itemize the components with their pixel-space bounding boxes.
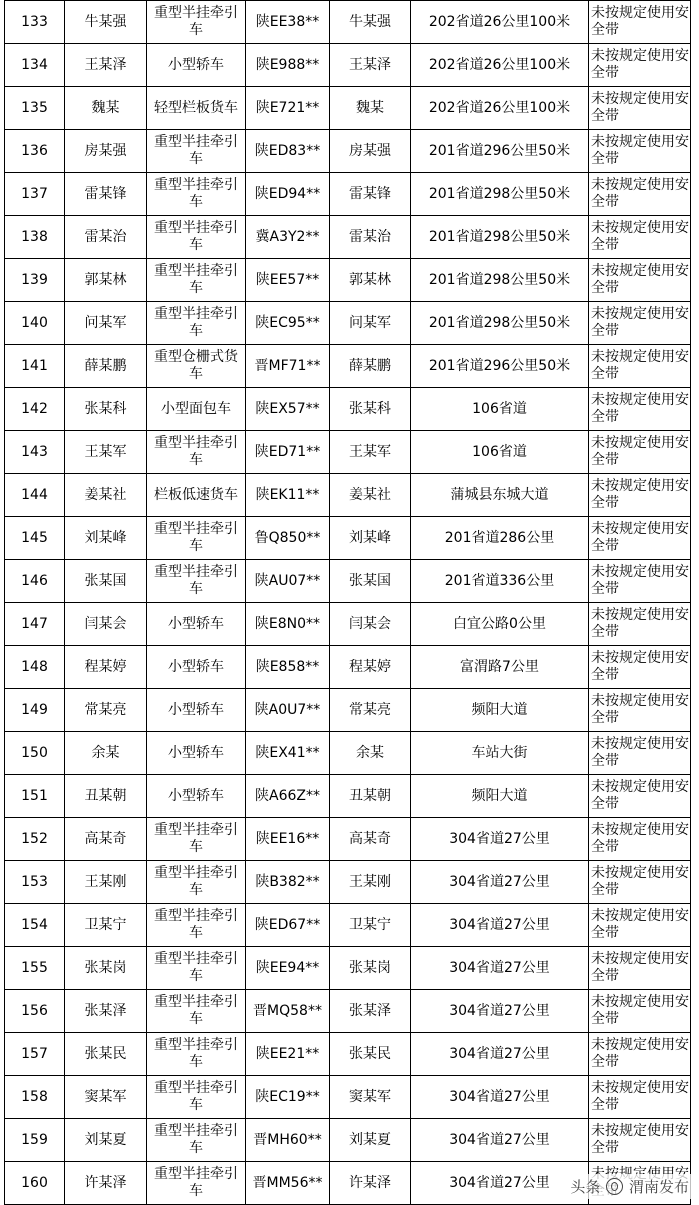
- cell-driver: 高某奇: [330, 818, 411, 861]
- cell-record-number: 158: [5, 1076, 65, 1119]
- cell-driver: 卫某宁: [330, 904, 411, 947]
- cell-record-number: 140: [5, 302, 65, 345]
- cell-plate-number: 陕E988**: [246, 44, 330, 87]
- cell-record-number: 150: [5, 732, 65, 775]
- cell-driver: 雷某治: [330, 216, 411, 259]
- cell-driver: 余某: [330, 732, 411, 775]
- cell-plate-number: 陕EX57**: [246, 388, 330, 431]
- cell-location: 202省道26公里100米: [411, 44, 589, 87]
- cell-name: 王某军: [65, 431, 147, 474]
- cell-vehicle-type: 小型面包车: [147, 388, 246, 431]
- cell-driver: 刘某夏: [330, 1119, 411, 1162]
- cell-vehicle-type: 重型半挂牵引车: [147, 1033, 246, 1076]
- records-table-body: [5, 1, 691, 1205]
- cell-location: 白宜公路0公里: [411, 603, 589, 646]
- cell-name: 张某民: [65, 1033, 147, 1076]
- cell-name: 魏某: [65, 87, 147, 130]
- table-row: [5, 216, 691, 259]
- table-row: [5, 560, 691, 603]
- cell-vehicle-type: 重型半挂牵引车: [147, 130, 246, 173]
- cell-plate-number: 陕EE16**: [246, 818, 330, 861]
- cell-driver: 张某岗: [330, 947, 411, 990]
- cell-violation: 未按规定使用安全带: [589, 474, 691, 517]
- cell-record-number: 136: [5, 130, 65, 173]
- cell-violation: 未按规定使用安全带: [589, 603, 691, 646]
- cell-violation: 未按规定使用安全带: [589, 904, 691, 947]
- cell-driver: 牛某强: [330, 1, 411, 44]
- table-row: [5, 345, 691, 388]
- cell-record-number: 139: [5, 259, 65, 302]
- cell-plate-number: 陕ED83**: [246, 130, 330, 173]
- cell-plate-number: 晋MQ58**: [246, 990, 330, 1033]
- cell-location: 304省道27公里: [411, 1162, 589, 1205]
- cell-record-number: 141: [5, 345, 65, 388]
- cell-plate-number: 陕EC95**: [246, 302, 330, 345]
- cell-name: 房某强: [65, 130, 147, 173]
- cell-plate-number: 晋MM56**: [246, 1162, 330, 1205]
- table-row: [5, 517, 691, 560]
- cell-location: 201省道286公里: [411, 517, 589, 560]
- cell-vehicle-type: 小型轿车: [147, 689, 246, 732]
- cell-violation: 未按规定使用安全带: [589, 861, 691, 904]
- cell-location: 蒲城县东城大道: [411, 474, 589, 517]
- cell-location: 304省道27公里: [411, 1033, 589, 1076]
- cell-violation: 未按规定使用安全带: [589, 130, 691, 173]
- cell-name: 问某军: [65, 302, 147, 345]
- cell-violation: 未按规定使用安全带: [589, 1033, 691, 1076]
- cell-driver: 薛某鹏: [330, 345, 411, 388]
- cell-location: 富渭路7公里: [411, 646, 589, 689]
- cell-location: 106省道: [411, 388, 589, 431]
- cell-vehicle-type: 小型轿车: [147, 732, 246, 775]
- cell-name: 常某亮: [65, 689, 147, 732]
- table-row: [5, 259, 691, 302]
- cell-vehicle-type: 小型轿车: [147, 775, 246, 818]
- cell-vehicle-type: 重型半挂牵引车: [147, 560, 246, 603]
- cell-vehicle-type: 重型半挂牵引车: [147, 1162, 246, 1205]
- cell-violation: 未按规定使用安全带: [589, 646, 691, 689]
- cell-record-number: 147: [5, 603, 65, 646]
- cell-plate-number: 陕ED94**: [246, 173, 330, 216]
- cell-plate-number: 陕E721**: [246, 87, 330, 130]
- cell-plate-number: 冀A3Y2**: [246, 216, 330, 259]
- cell-plate-number: 鲁Q850**: [246, 517, 330, 560]
- cell-record-number: 138: [5, 216, 65, 259]
- cell-driver: 房某强: [330, 130, 411, 173]
- cell-driver: 魏某: [330, 87, 411, 130]
- cell-plate-number: 陕A66Z**: [246, 775, 330, 818]
- records-table: [4, 0, 691, 1205]
- cell-location: 201省道298公里50米: [411, 302, 589, 345]
- table-row: [5, 732, 691, 775]
- cell-driver: 常某亮: [330, 689, 411, 732]
- cell-location: 304省道27公里: [411, 947, 589, 990]
- table-row: [5, 904, 691, 947]
- cell-record-number: 137: [5, 173, 65, 216]
- cell-violation: 未按规定使用安全带: [589, 1076, 691, 1119]
- cell-plate-number: 陕EX41**: [246, 732, 330, 775]
- cell-name: 高某奇: [65, 818, 147, 861]
- cell-location: 304省道27公里: [411, 1076, 589, 1119]
- cell-plate-number: 晋MH60**: [246, 1119, 330, 1162]
- cell-name: 张某科: [65, 388, 147, 431]
- cell-record-number: 144: [5, 474, 65, 517]
- cell-location: 304省道27公里: [411, 904, 589, 947]
- cell-name: 刘某峰: [65, 517, 147, 560]
- cell-plate-number: 陕AU07**: [246, 560, 330, 603]
- cell-driver: 姜某社: [330, 474, 411, 517]
- cell-name: 张某泽: [65, 990, 147, 1033]
- cell-location: 201省道298公里50米: [411, 173, 589, 216]
- cell-location: 202省道26公里100米: [411, 87, 589, 130]
- cell-violation: 未按规定使用安全带: [589, 560, 691, 603]
- table-row: [5, 173, 691, 216]
- cell-record-number: 157: [5, 1033, 65, 1076]
- table-row: [5, 1119, 691, 1162]
- cell-driver: 程某婷: [330, 646, 411, 689]
- watermark: [566, 1174, 693, 1199]
- at-sign-icon: [606, 1178, 623, 1195]
- cell-plate-number: 陕EE38**: [246, 1, 330, 44]
- cell-location: 304省道27公里: [411, 818, 589, 861]
- cell-record-number: 142: [5, 388, 65, 431]
- cell-record-number: 145: [5, 517, 65, 560]
- cell-violation: 未按规定使用安全带: [589, 345, 691, 388]
- cell-name: 刘某夏: [65, 1119, 147, 1162]
- cell-driver: 雷某锋: [330, 173, 411, 216]
- cell-driver: 郭某林: [330, 259, 411, 302]
- cell-location: 202省道26公里100米: [411, 1, 589, 44]
- cell-violation: 未按规定使用安全带: [589, 259, 691, 302]
- cell-record-number: 143: [5, 431, 65, 474]
- table-row: [5, 1, 691, 44]
- cell-driver: 问某军: [330, 302, 411, 345]
- cell-driver: 张某科: [330, 388, 411, 431]
- cell-vehicle-type: 小型轿车: [147, 44, 246, 87]
- watermark-prefix: 头条: [570, 1178, 601, 1196]
- cell-violation: 未按规定使用安全带: [589, 1119, 691, 1162]
- table-row: [5, 646, 691, 689]
- cell-name: 姜某社: [65, 474, 147, 517]
- cell-location: 车站大街: [411, 732, 589, 775]
- watermark-suffix: 渭南发布: [628, 1178, 689, 1196]
- table-row: [5, 603, 691, 646]
- cell-vehicle-type: 重型半挂牵引车: [147, 173, 246, 216]
- cell-vehicle-type: 小型轿车: [147, 603, 246, 646]
- cell-name: 窦某军: [65, 1076, 147, 1119]
- table-row: [5, 388, 691, 431]
- table-row: [5, 44, 691, 87]
- cell-location: 304省道27公里: [411, 861, 589, 904]
- cell-record-number: 154: [5, 904, 65, 947]
- cell-violation: 未按规定使用安全带: [589, 173, 691, 216]
- cell-driver: 窦某军: [330, 1076, 411, 1119]
- cell-driver: 张某民: [330, 1033, 411, 1076]
- cell-location: 304省道27公里: [411, 1119, 589, 1162]
- cell-plate-number: 陕E858**: [246, 646, 330, 689]
- cell-name: 卫某宁: [65, 904, 147, 947]
- cell-plate-number: 陕ED71**: [246, 431, 330, 474]
- cell-driver: 张某泽: [330, 990, 411, 1033]
- cell-violation: 未按规定使用安全带: [589, 818, 691, 861]
- cell-driver: 王某军: [330, 431, 411, 474]
- cell-name: 张某岗: [65, 947, 147, 990]
- cell-name: 王某泽: [65, 44, 147, 87]
- cell-vehicle-type: 栏板低速货车: [147, 474, 246, 517]
- cell-vehicle-type: 重型半挂牵引车: [147, 431, 246, 474]
- cell-record-number: 148: [5, 646, 65, 689]
- cell-vehicle-type: 重型半挂牵引车: [147, 216, 246, 259]
- cell-plate-number: 晋MF71**: [246, 345, 330, 388]
- cell-violation: 未按规定使用安全带: [589, 1, 691, 44]
- cell-vehicle-type: 重型半挂牵引车: [147, 302, 246, 345]
- cell-plate-number: 陕EE21**: [246, 1033, 330, 1076]
- table-row: [5, 130, 691, 173]
- cell-name: 雷某治: [65, 216, 147, 259]
- cell-record-number: 160: [5, 1162, 65, 1205]
- cell-record-number: 152: [5, 818, 65, 861]
- cell-vehicle-type: 重型半挂牵引车: [147, 259, 246, 302]
- cell-name: 王某刚: [65, 861, 147, 904]
- cell-record-number: 134: [5, 44, 65, 87]
- cell-violation: 未按规定使用安全带: [589, 388, 691, 431]
- cell-vehicle-type: 重型半挂牵引车: [147, 990, 246, 1033]
- cell-plate-number: 陕ED67**: [246, 904, 330, 947]
- cell-name: 程某婷: [65, 646, 147, 689]
- cell-record-number: 149: [5, 689, 65, 732]
- cell-name: 郭某林: [65, 259, 147, 302]
- cell-plate-number: 陕A0U7**: [246, 689, 330, 732]
- cell-driver: 丑某朝: [330, 775, 411, 818]
- cell-name: 雷某锋: [65, 173, 147, 216]
- cell-location: 106省道: [411, 431, 589, 474]
- cell-plate-number: 陕EC19**: [246, 1076, 330, 1119]
- cell-record-number: 159: [5, 1119, 65, 1162]
- cell-record-number: 156: [5, 990, 65, 1033]
- table-row: [5, 474, 691, 517]
- cell-location: 201省道296公里50米: [411, 345, 589, 388]
- cell-record-number: 151: [5, 775, 65, 818]
- cell-name: 张某国: [65, 560, 147, 603]
- cell-location: 304省道27公里: [411, 990, 589, 1033]
- cell-name: 牛某强: [65, 1, 147, 44]
- cell-record-number: 135: [5, 87, 65, 130]
- cell-location: 频阳大道: [411, 775, 589, 818]
- cell-vehicle-type: 重型半挂牵引车: [147, 861, 246, 904]
- cell-vehicle-type: 重型半挂牵引车: [147, 818, 246, 861]
- cell-vehicle-type: 小型轿车: [147, 646, 246, 689]
- cell-vehicle-type: 重型半挂牵引车: [147, 1119, 246, 1162]
- cell-vehicle-type: 重型半挂牵引车: [147, 1, 246, 44]
- cell-driver: 刘某峰: [330, 517, 411, 560]
- cell-violation: 未按规定使用安全带: [589, 302, 691, 345]
- table-row: [5, 947, 691, 990]
- cell-violation: 未按规定使用安全带: [589, 87, 691, 130]
- table-row: [5, 990, 691, 1033]
- cell-violation: 未按规定使用安全带: [589, 517, 691, 560]
- cell-location: 201省道296公里50米: [411, 130, 589, 173]
- cell-record-number: 133: [5, 1, 65, 44]
- table-row: [5, 1076, 691, 1119]
- cell-driver: 许某泽: [330, 1162, 411, 1205]
- cell-violation: 未按规定使用安全带: [589, 990, 691, 1033]
- cell-record-number: 153: [5, 861, 65, 904]
- table-row: [5, 818, 691, 861]
- cell-plate-number: 陕B382**: [246, 861, 330, 904]
- cell-violation: 未按规定使用安全带: [589, 216, 691, 259]
- table-row: [5, 1033, 691, 1076]
- cell-violation: 未按规定使用安全带: [589, 44, 691, 87]
- cell-violation: 未按规定使用安全带: [589, 689, 691, 732]
- cell-violation: 未按规定使用安全带: [589, 732, 691, 775]
- cell-vehicle-type: 轻型栏板货车: [147, 87, 246, 130]
- table-row: [5, 431, 691, 474]
- cell-plate-number: 陕E8N0**: [246, 603, 330, 646]
- cell-location: 201省道298公里50米: [411, 259, 589, 302]
- table-row: [5, 861, 691, 904]
- cell-vehicle-type: 重型半挂牵引车: [147, 904, 246, 947]
- cell-plate-number: 陕EE57**: [246, 259, 330, 302]
- table-row: [5, 775, 691, 818]
- table-row: [5, 87, 691, 130]
- cell-driver: 王某刚: [330, 861, 411, 904]
- cell-name: 许某泽: [65, 1162, 147, 1205]
- cell-violation: 未按规定使用安全带: [589, 431, 691, 474]
- cell-vehicle-type: 重型仓栅式货车: [147, 345, 246, 388]
- cell-violation: 未按规定使用安全带: [589, 947, 691, 990]
- table-row: [5, 689, 691, 732]
- cell-plate-number: 陕EK11**: [246, 474, 330, 517]
- cell-record-number: 146: [5, 560, 65, 603]
- cell-plate-number: 陕EE94**: [246, 947, 330, 990]
- cell-location: 201省道336公里: [411, 560, 589, 603]
- cell-record-number: 155: [5, 947, 65, 990]
- cell-name: 闫某会: [65, 603, 147, 646]
- cell-driver: 张某国: [330, 560, 411, 603]
- cell-location: 频阳大道: [411, 689, 589, 732]
- cell-name: 丑某朝: [65, 775, 147, 818]
- cell-vehicle-type: 重型半挂牵引车: [147, 1076, 246, 1119]
- table-row: [5, 302, 691, 345]
- cell-vehicle-type: 重型半挂牵引车: [147, 947, 246, 990]
- cell-location: 201省道298公里50米: [411, 216, 589, 259]
- cell-violation: 未按规定使用安全带: [589, 775, 691, 818]
- cell-driver: 闫某会: [330, 603, 411, 646]
- cell-driver: 王某泽: [330, 44, 411, 87]
- cell-name: 薛某鹏: [65, 345, 147, 388]
- cell-name: 余某: [65, 732, 147, 775]
- cell-vehicle-type: 重型半挂牵引车: [147, 517, 246, 560]
